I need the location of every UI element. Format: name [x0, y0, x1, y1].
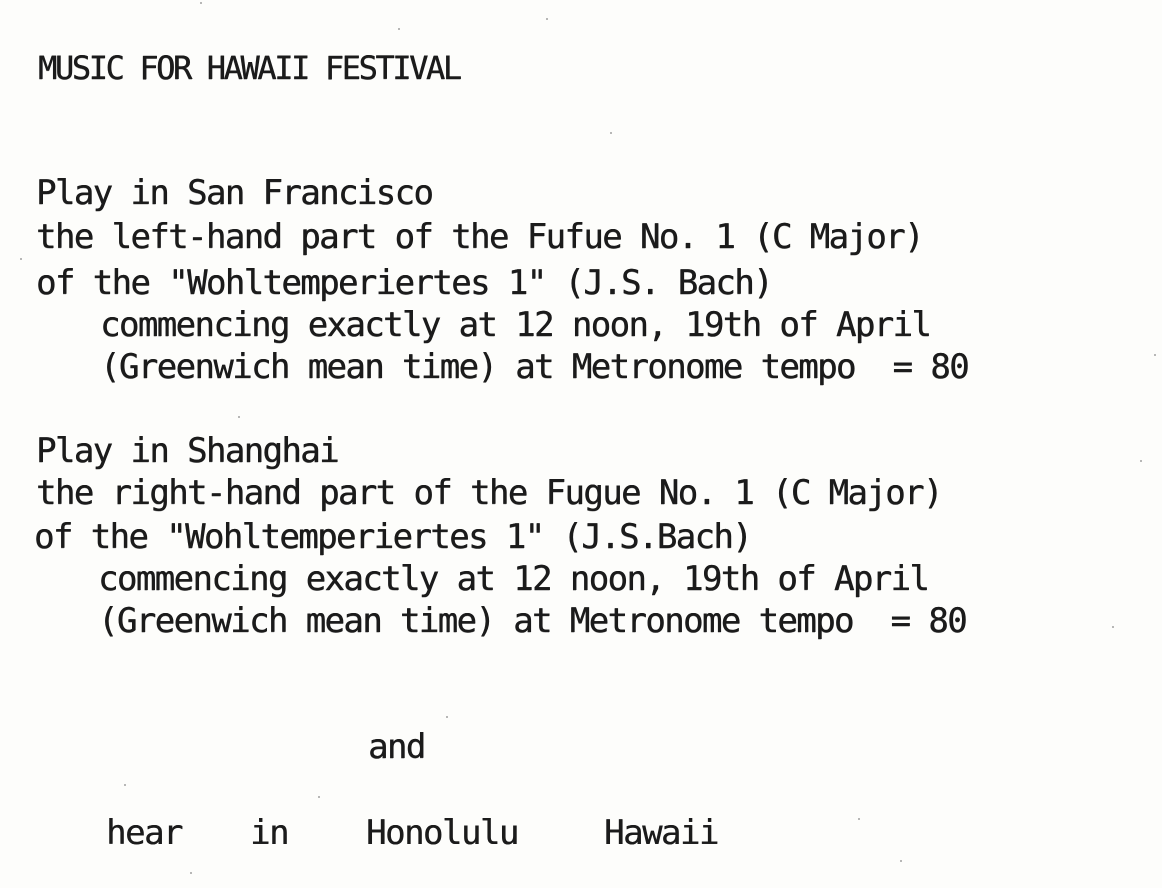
section1-line1: the left-hand part of the Fufue No. 1 (C Major) [36, 217, 923, 257]
paper-speck [318, 796, 320, 798]
closing-word-hear: hear [106, 813, 182, 853]
section2-line2: of the "Wohltemperiertes 1" (J.S.Bach) [34, 517, 752, 557]
section2-line4: (Greenwich mean time) at Metronome tempo = 80 [98, 601, 967, 641]
closing-word-in: in [250, 813, 288, 853]
paper-speck [546, 18, 548, 20]
section1-line4: (Greenwich mean time) at Metronome tempo = 80 [100, 347, 969, 387]
section2-line1: the right-hand part of the Fugue No. 1 (C Major) [36, 473, 942, 513]
section2-heading: Play in Shanghai [36, 431, 338, 471]
paper-speck [200, 2, 202, 4]
paper-speck [124, 784, 126, 786]
paper-speck [1112, 626, 1114, 628]
paper-speck [238, 416, 240, 418]
closing-word-honolulu: Honolulu [366, 813, 518, 853]
section2-line3: commencing exactly at 12 noon, 19th of April [98, 559, 929, 599]
closing-word-hawaii: Hawaii [604, 813, 718, 853]
paper-speck [398, 28, 400, 30]
paper-speck [1140, 460, 1142, 462]
paper-speck [900, 860, 902, 862]
paper-speck [446, 716, 448, 718]
paper-speck [20, 258, 22, 260]
paper-speck [610, 132, 612, 134]
section1-heading: Play in San Francisco [36, 173, 433, 213]
paper-speck [1154, 354, 1156, 356]
paper-speck [190, 872, 192, 874]
section1-line2: of the "Wohltemperiertes 1" (J.S. Bach) [36, 263, 772, 303]
document-title: MUSIC FOR HAWAII FESTIVAL [38, 49, 460, 87]
paper-speck [858, 818, 860, 820]
conjunction-text: and [368, 727, 425, 767]
section1-line3: commencing exactly at 12 noon, 19th of April [100, 305, 931, 345]
